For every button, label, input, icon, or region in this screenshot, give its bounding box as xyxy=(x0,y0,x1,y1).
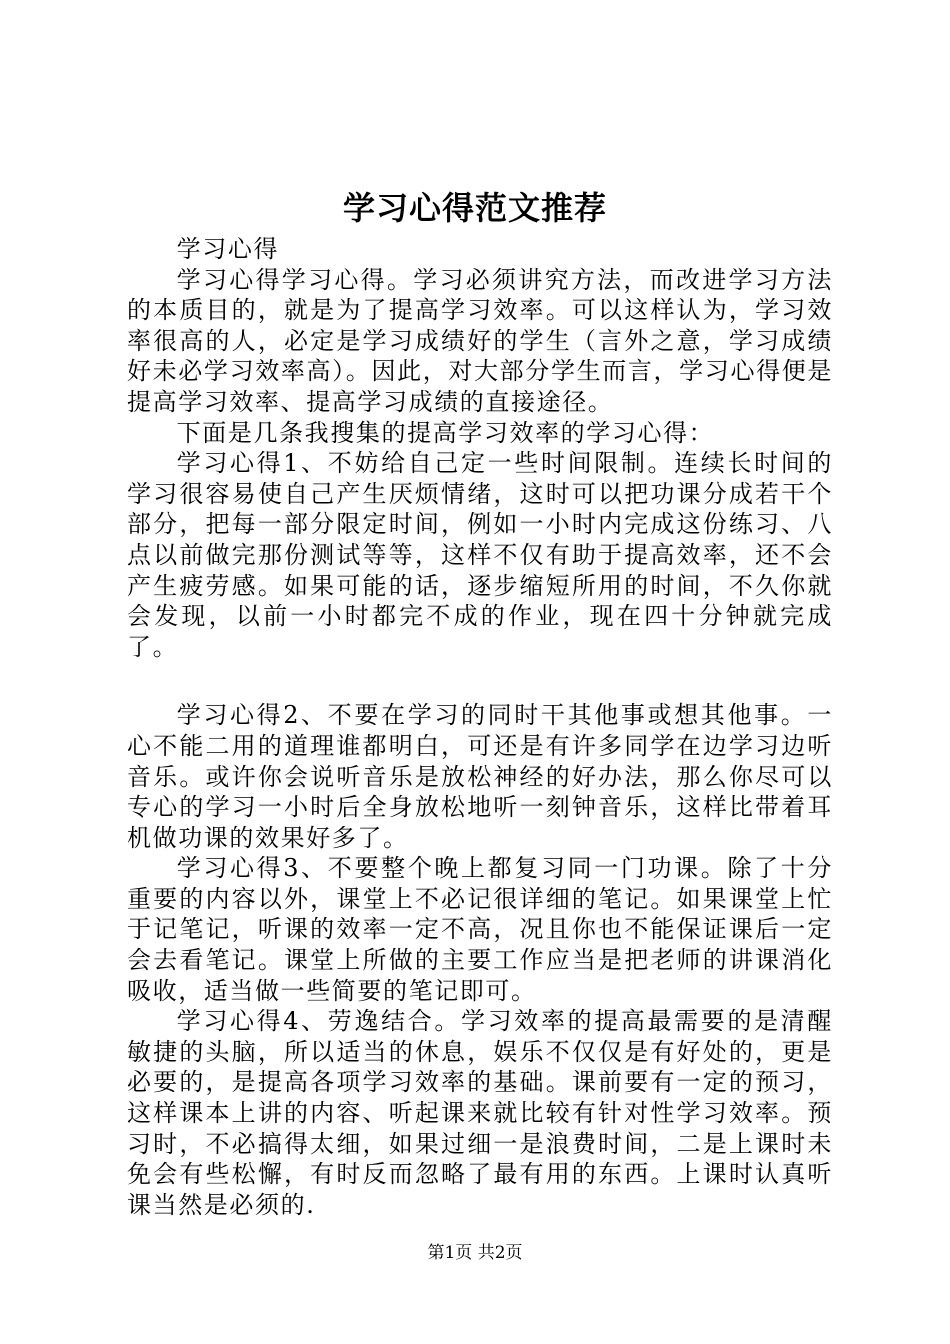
paragraph-tip-2: 学习心得2、不要在学习的同时干其他事或想其他事。一心不能二用的道理谁都明白，可还是有许多同学在边学习边听音乐。或许你会说听音乐是放松神经的好办法，那么你尽可以专心的学习一小时后全身放松地听一刻钟音乐，这样比带着耳机做功课的效果好多了。 xyxy=(127,701,833,852)
paragraph-intro: 学习心得学习心得。学习必须讲究方法，而改进学习方法的本质目的，就是为了提高学习效率。可以这样认为，学习效率很高的人，必定是学习成绩好的学生（言外之意，学习成绩好未必学习效率高）。因此，对大部分学生而言，学习心得便是提高学习效率、提高学习成绩的直接途径。 xyxy=(127,265,833,416)
document-body xyxy=(127,234,833,1220)
document-title: 学习心得范文推荐 xyxy=(342,189,607,227)
page-number-footer: 第1页 共2页 xyxy=(427,1243,523,1263)
paragraph-lead-in: 下面是几条我搜集的提高学习效率的学习心得： xyxy=(176,418,715,447)
paragraph-tip-4: 学习心得4、劳逸结合。学习效率的提高最需要的是清醒敏捷的头脑，所以适当的休息，娱乐不仅仅是有好处的，更是必要的，是提高各项学习效率的基础。课前要有一定的预习，这样课本上讲的内容、听起课来就比较有针对性学习效率。预习时，不必搞得太细，如果过细一是浪费时间，二是上课时未免会有些松懈，有时反而忽略了最有用的东西。上课时认真听课当然是必须的. xyxy=(127,1007,833,1219)
paragraph-tip-3: 学习心得3、不要整个晚上都复习同一门功课。除了十分重要的内容以外，课堂上不必记很详细的笔记。如果课堂上忙于记笔记，听课的效率一定不高，况且你也不能保证课后一定会去看笔记。课堂上所做的主要工作应当是把老师的讲课消化吸收，适当做一些简要的笔记即可。 xyxy=(127,854,833,1005)
paragraph-heading: 学习心得 xyxy=(176,235,280,263)
paragraph-spacer xyxy=(127,662,833,700)
paragraph-tip-1: 学习心得1、不妨给自己定一些时间限制。连续长时间的学习很容易使自己产生厌烦情绪，这时可以把功课分成若干个部分，把每一部分限定时间，例如一小时内完成这份练习、八点以前做完那份测试等等，这样不仅有助于提高效率，还不会产生疲劳感。如果可能的话，逐步缩短所用的时间，不久你就会发现，以前一小时都完不成的作业，现在四十分钟就完成了。 xyxy=(127,449,833,661)
